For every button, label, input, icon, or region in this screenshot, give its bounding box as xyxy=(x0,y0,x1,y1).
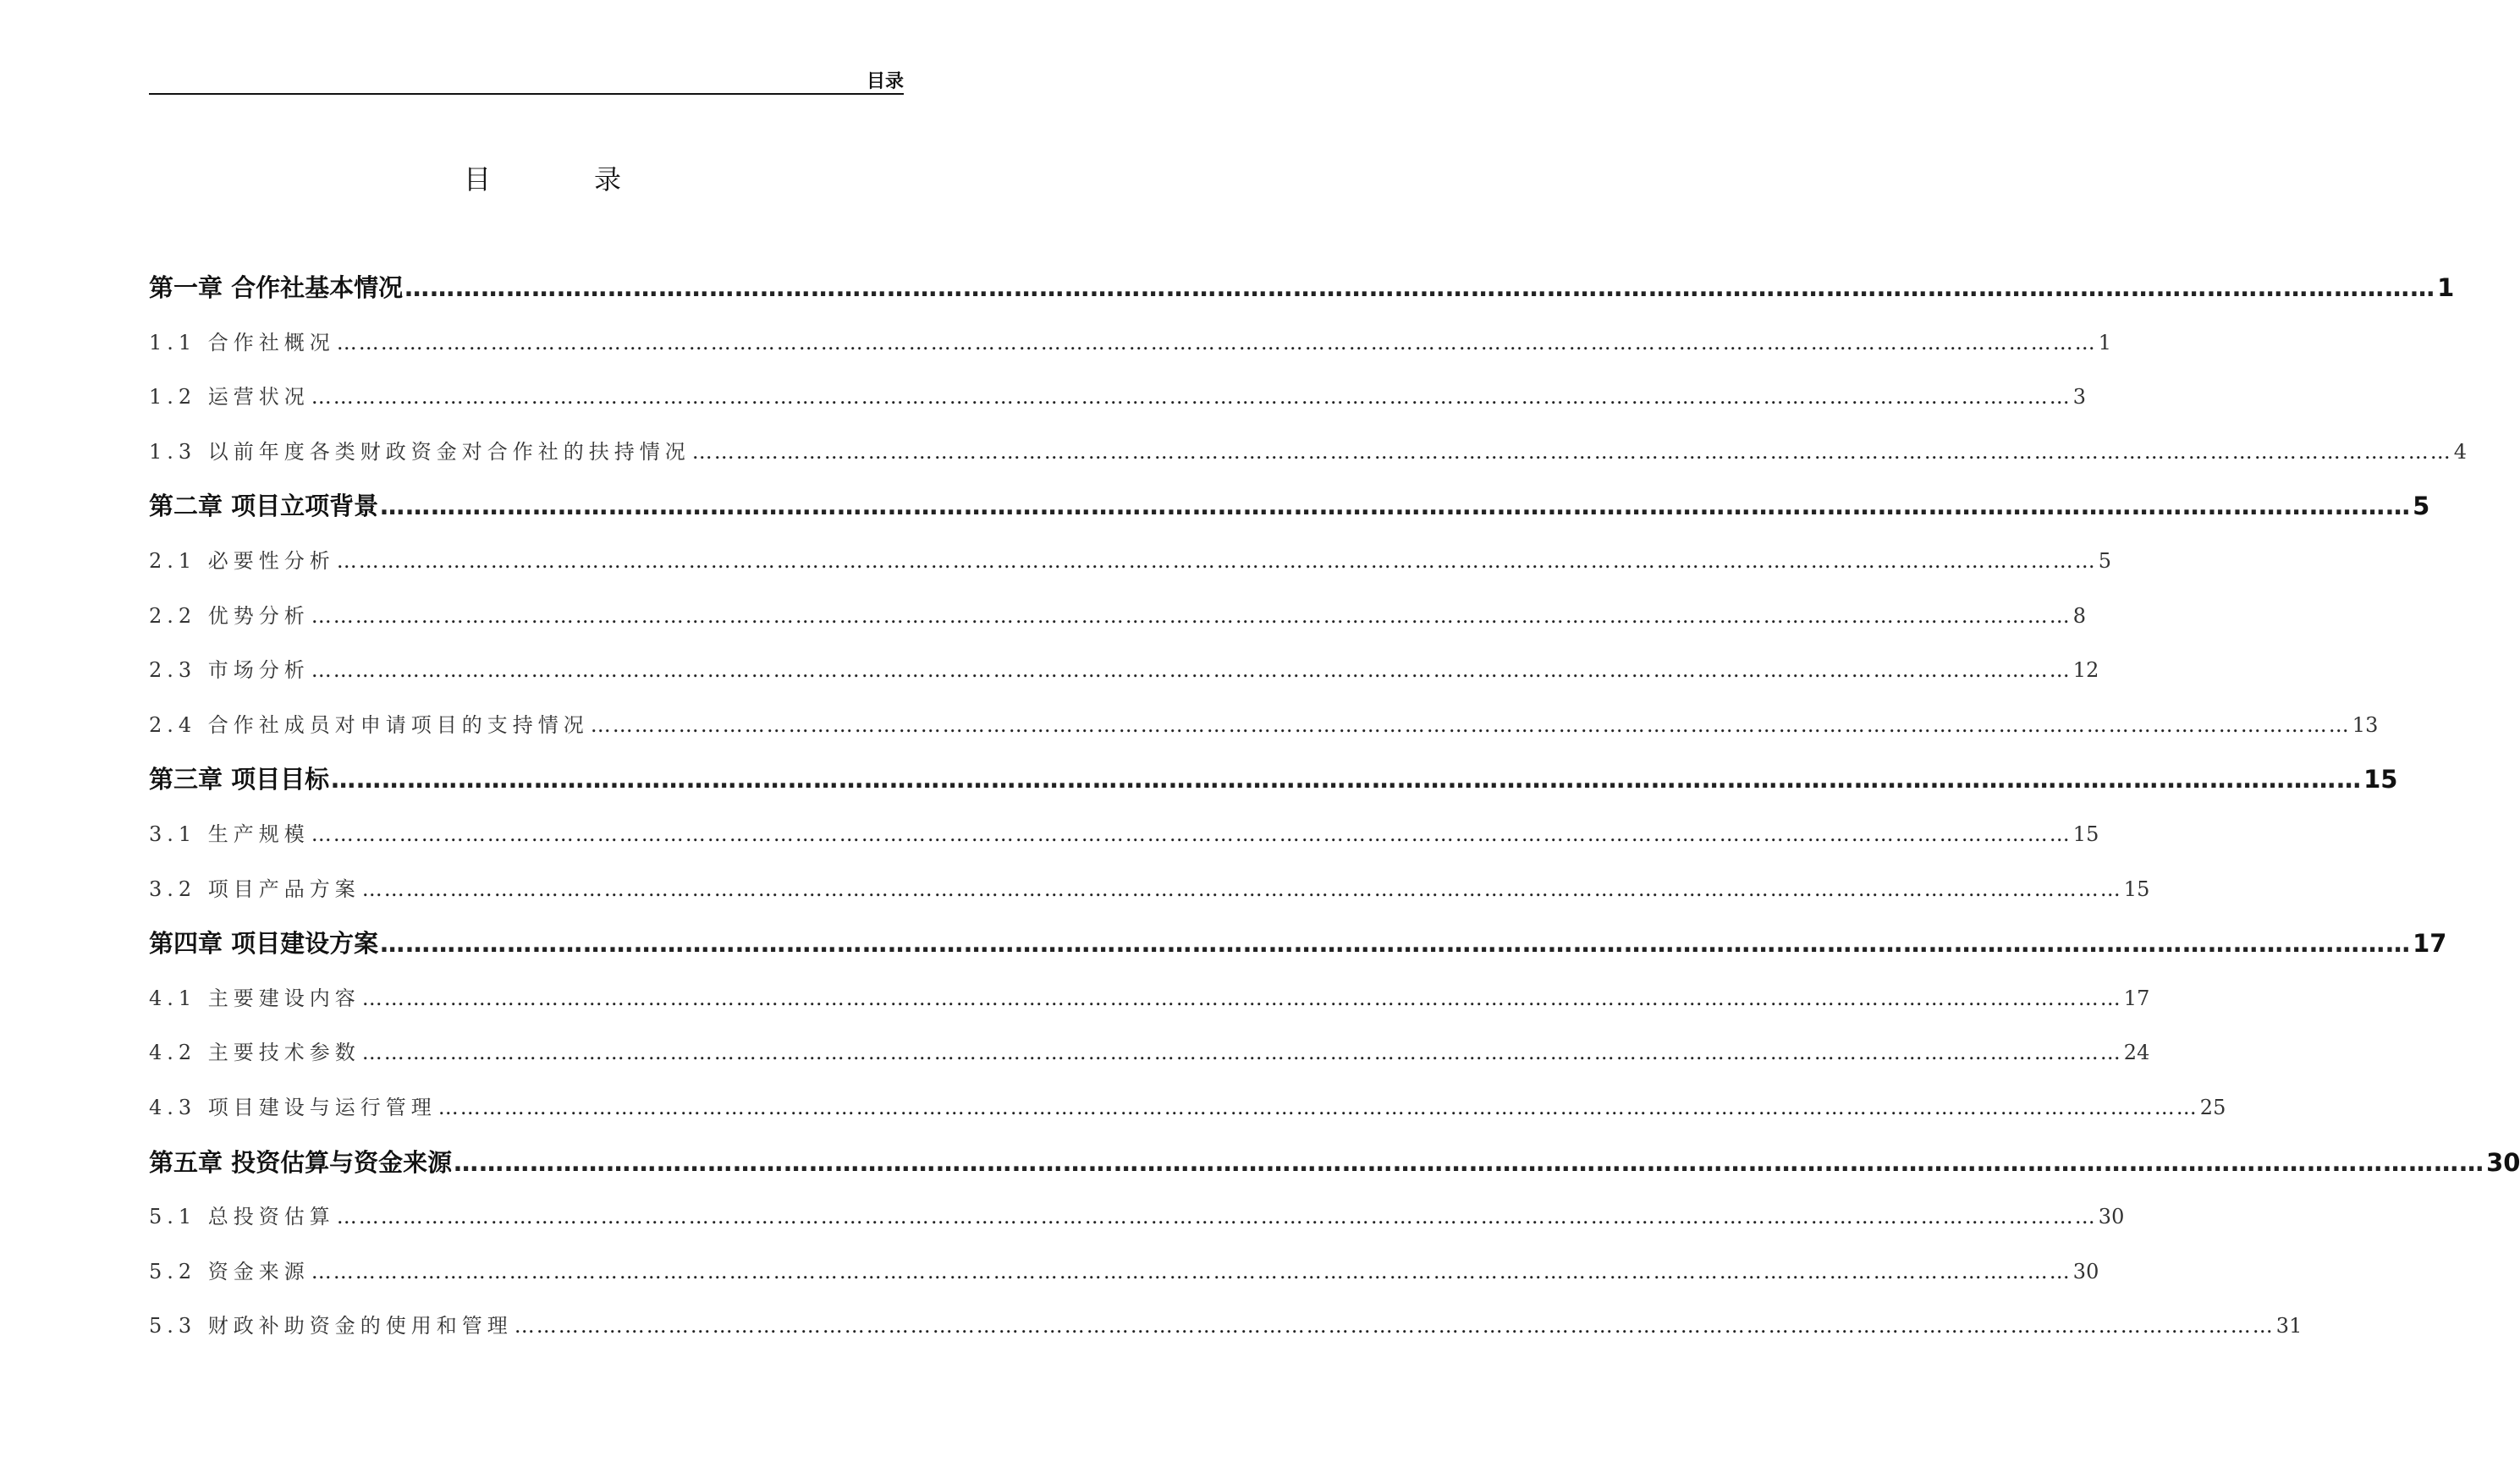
toc-section-entry[interactable] xyxy=(149,643,2099,698)
toc-page-number: 13 xyxy=(2352,712,2379,737)
toc-entry-label: 4.2 主要技术参数 xyxy=(149,1041,360,1065)
toc-chapter-entry[interactable] xyxy=(149,916,2447,971)
toc-page-number: 24 xyxy=(2123,1041,2150,1065)
toc-entry-label: 第二章 项目立项背景 xyxy=(149,492,379,521)
toc-page-number: 5 xyxy=(2098,548,2112,573)
toc-section-entry[interactable] xyxy=(149,1080,2226,1135)
toc-dot-leader: …………………………………………………………………………………………………………………………………………………………………………………………………………………… xyxy=(590,712,2351,737)
toc-section-entry[interactable] xyxy=(149,698,2379,753)
toc-entry-label: 2.3 市场分析 xyxy=(149,658,310,683)
toc-section-entry[interactable] xyxy=(149,1025,2150,1080)
header-rule xyxy=(149,93,904,95)
toc-dot-leader: …………………………………………………………………………………………………………………………………………………………………………………………………………………… xyxy=(311,1259,2072,1283)
toc-dot-leader: …………………………………………………………………………………………………………………………………………………………………………………………………………………… xyxy=(361,1041,2122,1065)
toc-dot-leader: …………………………………………………………………………………………………………………………………………………………………………………………………………………… xyxy=(331,765,2363,794)
toc-page-number: 31 xyxy=(2275,1314,2303,1338)
toc-dot-leader: …………………………………………………………………………………………………………………………………………………………………………………………………………………… xyxy=(514,1314,2275,1338)
toc-chapter-entry[interactable] xyxy=(149,479,2430,534)
toc-page-number: 17 xyxy=(2413,929,2447,959)
toc-section-entry[interactable] xyxy=(149,862,2150,917)
toc-dot-leader: …………………………………………………………………………………………………………………………………………………………………………………………………………………… xyxy=(437,1095,2198,1119)
toc-section-entry[interactable] xyxy=(149,1190,2125,1245)
toc-dot-leader: …………………………………………………………………………………………………………………………………………………………………………………………………………………… xyxy=(311,385,2072,409)
toc-page-number: 12 xyxy=(2072,658,2099,683)
toc-entry-label: 第五章 投资估算与资金来源 xyxy=(149,1147,453,1177)
toc-dot-leader: …………………………………………………………………………………………………………………………………………………………………………………………………………………… xyxy=(311,603,2072,628)
running-header-label: 目录 xyxy=(866,71,904,92)
toc-entry-label: 第四章 项目建设方案 xyxy=(149,929,379,959)
toc-page-number: 15 xyxy=(2123,877,2150,901)
toc-entry-label: 4.1 主要建设内容 xyxy=(149,986,360,1010)
toc-section-entry[interactable] xyxy=(149,1245,2099,1300)
toc-dot-leader: …………………………………………………………………………………………………………………………………………………………………………………………………………………… xyxy=(361,986,2122,1010)
toc-dot-leader: …………………………………………………………………………………………………………………………………………………………………………………………………………………… xyxy=(336,548,2097,573)
toc-section-entry[interactable] xyxy=(149,370,2087,425)
toc-chapter-entry[interactable] xyxy=(149,1135,2520,1190)
toc-chapter-entry[interactable] xyxy=(149,752,2398,807)
toc-entry-label: 2.1 必要性分析 xyxy=(149,548,335,573)
toc-page-number: 5 xyxy=(2413,492,2430,521)
toc-section-entry[interactable] xyxy=(149,534,2112,589)
toc-dot-leader: …………………………………………………………………………………………………………………………………………………………………………………………………………………… xyxy=(380,492,2412,521)
toc-entry-label: 5.3 财政补助资金的使用和管理 xyxy=(149,1314,513,1338)
toc-entry-label: 2.4 合作社成员对申请项目的支持情况 xyxy=(149,712,589,737)
toc-entry-label: 1.1 合作社概况 xyxy=(149,330,335,355)
toc-dot-leader: …………………………………………………………………………………………………………………………………………………………………………………………………………………… xyxy=(454,1147,2485,1177)
toc-page-number: 15 xyxy=(2072,822,2099,846)
toc-section-entry[interactable] xyxy=(149,971,2150,1026)
toc-entry-label: 第一章 合作社基本情况 xyxy=(149,273,404,302)
toc-section-entry[interactable] xyxy=(149,807,2099,862)
toc-page-number: 17 xyxy=(2123,986,2150,1010)
toc-section-entry[interactable] xyxy=(149,589,2087,644)
toc-dot-leader: …………………………………………………………………………………………………………………………………………………………………………………………………………………… xyxy=(336,1205,2097,1229)
toc-dot-leader: …………………………………………………………………………………………………………………………………………………………………………………………………………………… xyxy=(380,929,2412,959)
toc-entry-label: 2.2 优势分析 xyxy=(149,603,310,628)
toc-entry-label: 5.1 总投资估算 xyxy=(149,1205,335,1229)
toc-entry-label: 1.3 以前年度各类财政资金对合作社的扶持情况 xyxy=(149,439,691,464)
toc-entry-label: 3.1 生产规模 xyxy=(149,822,310,846)
toc-page-number: 1 xyxy=(2437,273,2455,302)
toc-chapter-entry[interactable] xyxy=(149,261,2455,316)
toc-page-number: 8 xyxy=(2072,603,2087,628)
toc-page-number: 3 xyxy=(2072,385,2087,409)
toc-page-number: 30 xyxy=(2486,1147,2520,1177)
toc-dot-leader: …………………………………………………………………………………………………………………………………………………………………………………………………………………… xyxy=(336,330,2097,355)
toc-page-number: 25 xyxy=(2199,1095,2226,1119)
toc-dot-leader: …………………………………………………………………………………………………………………………………………………………………………………………………………………… xyxy=(311,822,2072,846)
toc-entry-label: 5.2 资金来源 xyxy=(149,1259,310,1283)
toc-page-number: 30 xyxy=(2098,1205,2125,1229)
toc-entry-label: 4.3 项目建设与运行管理 xyxy=(149,1095,437,1119)
toc-entry-label: 第三章 项目目标 xyxy=(149,765,330,794)
toc-dot-leader: …………………………………………………………………………………………………………………………………………………………………………………………………………………… xyxy=(404,273,2436,302)
toc-dot-leader: …………………………………………………………………………………………………………………………………………………………………………………………………………………… xyxy=(691,439,2452,464)
toc-entry-label: 3.2 项目产品方案 xyxy=(149,877,360,901)
toc-page-number: 15 xyxy=(2363,765,2398,794)
toc-section-entry[interactable] xyxy=(149,1299,2303,1354)
toc-page-number: 4 xyxy=(2453,439,2468,464)
toc-page-number: 1 xyxy=(2098,330,2112,355)
table-of-contents xyxy=(149,261,2520,1354)
toc-entry-label: 1.2 运营状况 xyxy=(149,385,310,409)
page-title xyxy=(464,161,623,198)
toc-dot-leader: …………………………………………………………………………………………………………………………………………………………………………………………………………………… xyxy=(361,877,2122,901)
toc-dot-leader: …………………………………………………………………………………………………………………………………………………………………………………………………………………… xyxy=(311,658,2072,683)
page-title-char-2: 录 xyxy=(594,163,624,195)
toc-page-number: 30 xyxy=(2072,1259,2099,1283)
page-title-char-1: 目 xyxy=(464,163,493,195)
toc-section-entry[interactable] xyxy=(149,316,2112,371)
toc-section-entry[interactable] xyxy=(149,425,2468,480)
